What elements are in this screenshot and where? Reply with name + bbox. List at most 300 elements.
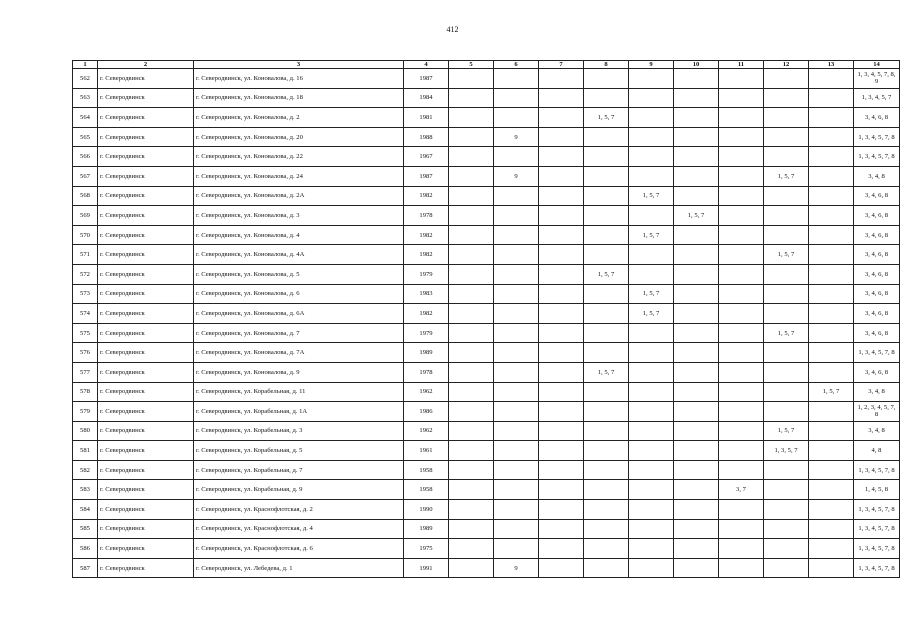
city-cell: г. Северодвинск [98, 343, 194, 363]
col10-cell [674, 539, 719, 559]
col13-cell [809, 304, 854, 324]
col6-cell [494, 539, 539, 559]
col14-cell: 3, 4, 8 [854, 166, 900, 186]
year-cell: 1958 [404, 460, 449, 480]
col9-cell [629, 402, 674, 422]
table-body [73, 69, 900, 578]
col12-cell [764, 558, 809, 578]
city-cell: г. Северодвинск [98, 539, 194, 559]
col6-cell [494, 323, 539, 343]
col9-cell [629, 343, 674, 363]
year-cell: 1989 [404, 519, 449, 539]
col9-cell [629, 460, 674, 480]
col12-cell [764, 88, 809, 108]
col6-cell [494, 460, 539, 480]
col9-cell [629, 500, 674, 520]
city-cell: г. Северодвинск [98, 382, 194, 402]
address-cell: г. Северодвинск, ул. Лебедева, д. 1 [194, 558, 404, 578]
col11-cell [719, 382, 764, 402]
col7-cell [539, 166, 584, 186]
city-cell: г. Северодвинск [98, 225, 194, 245]
col11-cell [719, 108, 764, 128]
column-header-2: 2 [98, 61, 194, 69]
year-cell: 1982 [404, 225, 449, 245]
col5-cell [449, 186, 494, 206]
col13-cell [809, 558, 854, 578]
city-cell: г. Северодвинск [98, 245, 194, 265]
col5-cell [449, 558, 494, 578]
row-number-cell: 574 [73, 304, 98, 324]
col5-cell [449, 402, 494, 422]
year-cell: 1981 [404, 108, 449, 128]
row-number-cell: 571 [73, 245, 98, 265]
col10-cell [674, 441, 719, 461]
col8-cell [584, 441, 629, 461]
col9-cell [629, 245, 674, 265]
col14-cell: 4, 8 [854, 441, 900, 461]
col11-cell [719, 362, 764, 382]
col5-cell [449, 421, 494, 441]
header-row [73, 61, 900, 69]
col9-cell [629, 558, 674, 578]
col6-cell [494, 402, 539, 422]
col12-cell [764, 147, 809, 167]
col10-cell [674, 108, 719, 128]
col13-cell [809, 421, 854, 441]
col6-cell: 9 [494, 127, 539, 147]
col13-cell [809, 343, 854, 363]
col11-cell [719, 166, 764, 186]
col13-cell [809, 88, 854, 108]
col10-cell [674, 245, 719, 265]
col11-cell [719, 88, 764, 108]
col11-cell [719, 421, 764, 441]
col8-cell [584, 519, 629, 539]
col6-cell [494, 500, 539, 520]
col12-cell [764, 206, 809, 226]
column-header-13: 13 [809, 61, 854, 69]
col8-cell [584, 382, 629, 402]
year-cell: 1983 [404, 284, 449, 304]
city-cell: г. Северодвинск [98, 264, 194, 284]
col11-cell [719, 147, 764, 167]
col6-cell: 9 [494, 166, 539, 186]
city-cell: г. Северодвинск [98, 88, 194, 108]
housing-registry-table [72, 60, 900, 578]
col8-cell [584, 127, 629, 147]
col12-cell [764, 382, 809, 402]
col13-cell [809, 127, 854, 147]
col9-cell [629, 382, 674, 402]
col12-cell: 1, 5, 7 [764, 245, 809, 265]
city-cell: г. Северодвинск [98, 69, 194, 89]
col12-cell [764, 519, 809, 539]
address-cell: г. Северодвинск, ул. Коновалова, д. 2А [194, 186, 404, 206]
column-header-9: 9 [629, 61, 674, 69]
col6-cell [494, 382, 539, 402]
col5-cell [449, 147, 494, 167]
col8-cell [584, 539, 629, 559]
col7-cell [539, 206, 584, 226]
col14-cell: 3, 4, 6, 8 [854, 323, 900, 343]
col6-cell [494, 343, 539, 363]
city-cell: г. Северодвинск [98, 441, 194, 461]
year-cell: 1978 [404, 362, 449, 382]
col5-cell [449, 480, 494, 500]
col14-cell: 1, 3, 4, 5, 7, 8, 9 [854, 69, 900, 89]
col11-cell [719, 402, 764, 422]
col7-cell [539, 460, 584, 480]
col5-cell [449, 69, 494, 89]
col7-cell [539, 323, 584, 343]
col8-cell [584, 186, 629, 206]
address-cell: г. Северодвинск, ул. Коновалова, д. 16 [194, 69, 404, 89]
col14-cell: 3, 4, 6, 8 [854, 225, 900, 245]
col8-cell [584, 304, 629, 324]
col7-cell [539, 186, 584, 206]
col12-cell [764, 186, 809, 206]
col7-cell [539, 343, 584, 363]
col5-cell [449, 166, 494, 186]
col9-cell [629, 88, 674, 108]
column-header-11: 11 [719, 61, 764, 69]
col13-cell [809, 206, 854, 226]
address-cell: г. Северодвинск, ул. Коновалова, д. 6 [194, 284, 404, 304]
col14-cell: 3, 4, 8 [854, 421, 900, 441]
col14-cell: 3, 4, 6, 8 [854, 264, 900, 284]
col10-cell [674, 519, 719, 539]
col8-cell [584, 245, 629, 265]
col7-cell [539, 480, 584, 500]
col14-cell: 3, 4, 8 [854, 382, 900, 402]
year-cell: 1979 [404, 264, 449, 284]
table-row [73, 362, 900, 382]
year-cell: 1986 [404, 402, 449, 422]
row-number-cell: 562 [73, 69, 98, 89]
col13-cell: 1, 5, 7 [809, 382, 854, 402]
col8-cell [584, 88, 629, 108]
col6-cell [494, 284, 539, 304]
col6-cell [494, 186, 539, 206]
address-cell: г. Северодвинск, ул. Краснофлотская, д. 2 [194, 500, 404, 520]
col9-cell [629, 362, 674, 382]
row-number-cell: 573 [73, 284, 98, 304]
col8-cell [584, 206, 629, 226]
row-number-cell: 578 [73, 382, 98, 402]
col5-cell [449, 519, 494, 539]
col5-cell [449, 382, 494, 402]
col12-cell [764, 500, 809, 520]
year-cell: 1979 [404, 323, 449, 343]
col11-cell [719, 304, 764, 324]
col14-cell: 1, 2, 3, 4, 5, 7, 8 [854, 402, 900, 422]
col14-cell: 3, 4, 6, 8 [854, 186, 900, 206]
column-header-4: 4 [404, 61, 449, 69]
col10-cell [674, 343, 719, 363]
col11-cell [719, 206, 764, 226]
col9-cell [629, 127, 674, 147]
col6-cell [494, 304, 539, 324]
row-number-cell: 579 [73, 402, 98, 422]
col11-cell [719, 264, 764, 284]
city-cell: г. Северодвинск [98, 166, 194, 186]
city-cell: г. Северодвинск [98, 402, 194, 422]
col14-cell: 3, 4, 6, 8 [854, 362, 900, 382]
table-row [73, 147, 900, 167]
col7-cell [539, 519, 584, 539]
col7-cell [539, 108, 584, 128]
col9-cell: 1, 5, 7 [629, 225, 674, 245]
column-header-8: 8 [584, 61, 629, 69]
col9-cell [629, 421, 674, 441]
table-row [73, 323, 900, 343]
col6-cell [494, 362, 539, 382]
year-cell: 1962 [404, 382, 449, 402]
col7-cell [539, 304, 584, 324]
address-cell: г. Северодвинск, ул. Коновалова, д. 24 [194, 166, 404, 186]
col5-cell [449, 343, 494, 363]
row-number-cell: 586 [73, 539, 98, 559]
col7-cell [539, 402, 584, 422]
col13-cell [809, 402, 854, 422]
city-cell: г. Северодвинск [98, 284, 194, 304]
col12-cell [764, 460, 809, 480]
col14-cell: 1, 3, 4, 5, 7, 8 [854, 539, 900, 559]
col13-cell [809, 264, 854, 284]
col9-cell [629, 69, 674, 89]
year-cell: 1961 [404, 441, 449, 461]
col9-cell [629, 519, 674, 539]
table-row [73, 264, 900, 284]
col10-cell [674, 225, 719, 245]
address-cell: г. Северодвинск, ул. Коновалова, д. 7 [194, 323, 404, 343]
address-cell: г. Северодвинск, ул. Коновалова, д. 18 [194, 88, 404, 108]
col5-cell [449, 245, 494, 265]
col10-cell [674, 147, 719, 167]
col12-cell [764, 127, 809, 147]
col12-cell [764, 264, 809, 284]
col13-cell [809, 108, 854, 128]
address-cell: г. Северодвинск, ул. Краснофлотская, д. 6 [194, 539, 404, 559]
col10-cell [674, 362, 719, 382]
col12-cell [764, 69, 809, 89]
col13-cell [809, 460, 854, 480]
column-header-14: 14 [854, 61, 900, 69]
table-row [73, 519, 900, 539]
col7-cell [539, 441, 584, 461]
col13-cell [809, 245, 854, 265]
row-number-cell: 563 [73, 88, 98, 108]
table-row [73, 382, 900, 402]
table-row [73, 460, 900, 480]
table-row [73, 539, 900, 559]
col9-cell [629, 323, 674, 343]
col8-cell [584, 558, 629, 578]
column-header-10: 10 [674, 61, 719, 69]
col12-cell [764, 480, 809, 500]
col14-cell: 3, 4, 6, 8 [854, 108, 900, 128]
address-cell: г. Северодвинск, ул. Коновалова, д. 20 [194, 127, 404, 147]
table-row [73, 69, 900, 89]
col6-cell [494, 147, 539, 167]
col7-cell [539, 500, 584, 520]
city-cell: г. Северодвинск [98, 186, 194, 206]
column-header-5: 5 [449, 61, 494, 69]
city-cell: г. Северодвинск [98, 558, 194, 578]
col14-cell: 1, 3, 4, 5, 7, 8 [854, 343, 900, 363]
row-number-cell: 572 [73, 264, 98, 284]
col5-cell [449, 108, 494, 128]
col12-cell: 1, 3, 5, 7 [764, 441, 809, 461]
year-cell: 1989 [404, 343, 449, 363]
col12-cell [764, 284, 809, 304]
col7-cell [539, 245, 584, 265]
table-row [73, 108, 900, 128]
col7-cell [539, 88, 584, 108]
col8-cell [584, 166, 629, 186]
row-number-cell: 568 [73, 186, 98, 206]
col7-cell [539, 69, 584, 89]
column-header-12: 12 [764, 61, 809, 69]
col14-cell: 1, 3, 4, 5, 7, 8 [854, 500, 900, 520]
col13-cell [809, 225, 854, 245]
address-cell: г. Северодвинск, ул. Краснофлотская, д. 4 [194, 519, 404, 539]
col12-cell [764, 402, 809, 422]
column-header-1: 1 [73, 61, 98, 69]
col10-cell [674, 127, 719, 147]
col9-cell [629, 539, 674, 559]
table-row [73, 225, 900, 245]
col13-cell [809, 284, 854, 304]
col8-cell [584, 284, 629, 304]
city-cell: г. Северодвинск [98, 304, 194, 324]
city-cell: г. Северодвинск [98, 500, 194, 520]
col10-cell [674, 88, 719, 108]
col5-cell [449, 264, 494, 284]
col8-cell: 1, 5, 7 [584, 362, 629, 382]
col14-cell: 1, 3, 4, 5, 7, 8 [854, 460, 900, 480]
col6-cell [494, 421, 539, 441]
col7-cell [539, 147, 584, 167]
table-row [73, 245, 900, 265]
row-number-cell: 569 [73, 206, 98, 226]
col5-cell [449, 284, 494, 304]
page-number: 412 [446, 25, 459, 34]
col5-cell [449, 460, 494, 480]
col5-cell [449, 539, 494, 559]
col8-cell [584, 421, 629, 441]
col5-cell [449, 323, 494, 343]
col6-cell [494, 245, 539, 265]
col11-cell [719, 323, 764, 343]
col9-cell [629, 108, 674, 128]
col8-cell [584, 460, 629, 480]
col11-cell [719, 558, 764, 578]
address-cell: г. Северодвинск, ул. Коновалова, д. 6А [194, 304, 404, 324]
col10-cell [674, 421, 719, 441]
col14-cell: 1, 3, 4, 5, 7, 8 [854, 519, 900, 539]
address-cell: г. Северодвинск, ул. Коновалова, д. 4А [194, 245, 404, 265]
col11-cell [719, 539, 764, 559]
col14-cell: 1, 3, 4, 5, 7, 8 [854, 147, 900, 167]
year-cell: 1990 [404, 500, 449, 520]
address-cell: г. Северодвинск, ул. Коновалова, д. 9 [194, 362, 404, 382]
table-row [73, 480, 900, 500]
col5-cell [449, 225, 494, 245]
table-row [73, 500, 900, 520]
col13-cell [809, 166, 854, 186]
col5-cell [449, 206, 494, 226]
col14-cell: 3, 4, 6, 8 [854, 245, 900, 265]
address-cell: г. Северодвинск, ул. Корабельная, д. 7 [194, 460, 404, 480]
col10-cell [674, 382, 719, 402]
row-number-cell: 564 [73, 108, 98, 128]
col8-cell [584, 69, 629, 89]
col14-cell: 3, 4, 6, 8 [854, 284, 900, 304]
year-cell: 1975 [404, 539, 449, 559]
col10-cell [674, 284, 719, 304]
col13-cell [809, 519, 854, 539]
table-row [73, 88, 900, 108]
col8-cell [584, 225, 629, 245]
address-cell: г. Северодвинск, ул. Корабельная, д. 1А [194, 402, 404, 422]
year-cell: 1978 [404, 206, 449, 226]
col11-cell [719, 186, 764, 206]
row-number-cell: 570 [73, 225, 98, 245]
col7-cell [539, 558, 584, 578]
city-cell: г. Северодвинск [98, 362, 194, 382]
col8-cell: 1, 5, 7 [584, 108, 629, 128]
col6-cell [494, 441, 539, 461]
col11-cell [719, 441, 764, 461]
col12-cell [764, 108, 809, 128]
address-cell: г. Северодвинск, ул. Корабельная, д. 9 [194, 480, 404, 500]
table-row [73, 284, 900, 304]
city-cell: г. Северодвинск [98, 108, 194, 128]
col10-cell [674, 402, 719, 422]
row-number-cell: 582 [73, 460, 98, 480]
table-row [73, 166, 900, 186]
column-header-7: 7 [539, 61, 584, 69]
col14-cell: 1, 3, 4, 5, 7, 8 [854, 127, 900, 147]
col10-cell [674, 460, 719, 480]
col14-cell: 1, 3, 4, 5, 7, 8 [854, 558, 900, 578]
table-row [73, 402, 900, 422]
col8-cell [584, 500, 629, 520]
col13-cell [809, 147, 854, 167]
col11-cell [719, 69, 764, 89]
col12-cell [764, 343, 809, 363]
address-cell: г. Северодвинск, ул. Коновалова, д. 5 [194, 264, 404, 284]
col14-cell: 1, 4, 5, 8 [854, 480, 900, 500]
address-cell: г. Северодвинск, ул. Корабельная, д. 5 [194, 441, 404, 461]
col9-cell [629, 480, 674, 500]
table-header [73, 61, 900, 69]
col12-cell: 1, 5, 7 [764, 421, 809, 441]
col14-cell: 3, 4, 6, 8 [854, 206, 900, 226]
col6-cell [494, 480, 539, 500]
col8-cell [584, 323, 629, 343]
table-row [73, 441, 900, 461]
col9-cell [629, 264, 674, 284]
year-cell: 1984 [404, 88, 449, 108]
col10-cell [674, 500, 719, 520]
col9-cell [629, 147, 674, 167]
col7-cell [539, 284, 584, 304]
address-cell: г. Северодвинск, ул. Коновалова, д. 4 [194, 225, 404, 245]
table-row [73, 343, 900, 363]
col13-cell [809, 539, 854, 559]
